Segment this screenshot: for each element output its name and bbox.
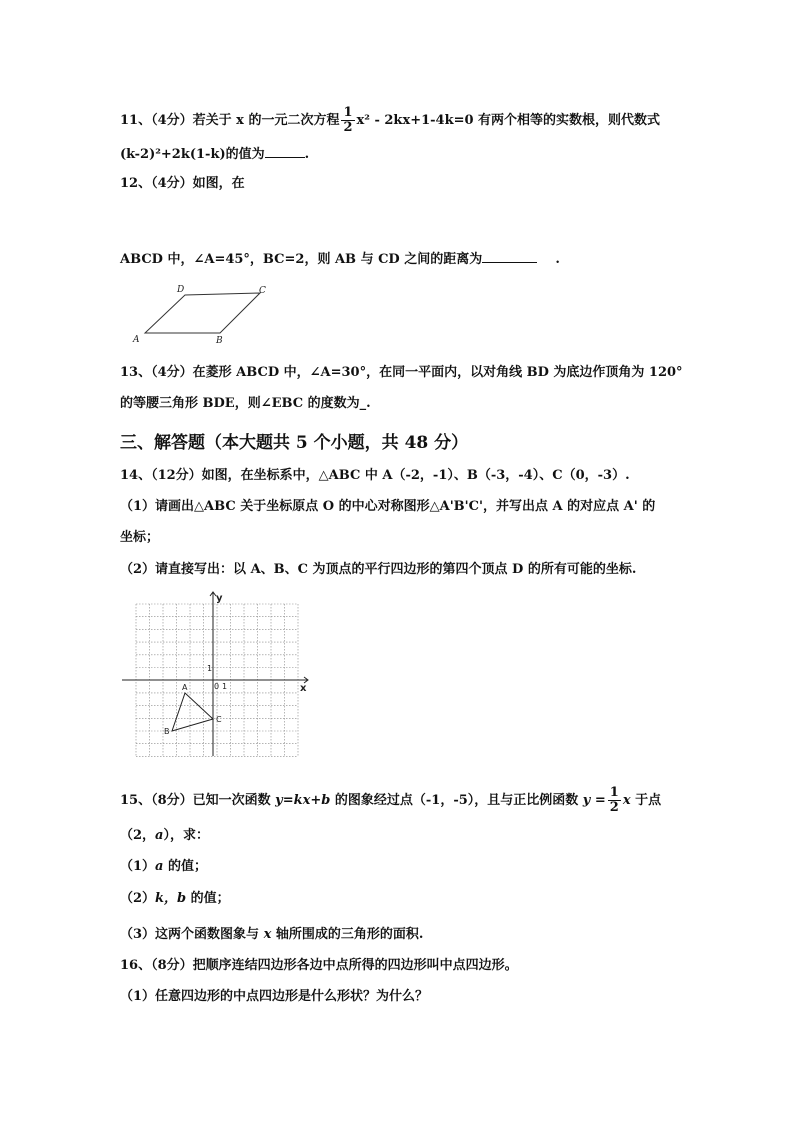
q15-sub1: （1）a 的值； [120, 859, 208, 874]
q11-fraction: $\frac{1}{2}$ [343, 105, 353, 135]
x-tick-label-1: 1 [222, 682, 228, 691]
triangle-abc [172, 693, 213, 731]
section-title: 三、解答题（本大题共 5 个小题，共 48 分） [120, 433, 469, 453]
q11-line2: (k-2)²+2k(1-k)的值为 . [120, 143, 309, 165]
q12-line2: ABCD 中，∠A=45°，BC=2，则 AB 与 CD 之间的距离为 . [120, 248, 560, 270]
q16-line2: （1）任意四边形的中点四边形是什么形状？为什么？ [120, 989, 429, 1004]
q12-line1: 12、（4分）如图，在 [120, 176, 245, 191]
answer-blank [265, 143, 305, 158]
q16-line1: 16、（8分）把顺序连结四边形各边中点所得的四边形叫中点四边形。 [120, 958, 518, 973]
q14-line3: 坐标； [120, 530, 160, 545]
function-expression: y=kx+b [275, 793, 331, 808]
q15-sub2: （2）k，b 的值； [120, 891, 230, 906]
q11-line1 [120, 106, 660, 135]
q11-text-post: x² - 2kx+1-4k=0 有两个相等的实数根，则代数式 [356, 113, 661, 128]
origin-label: 0 [214, 682, 220, 691]
point-label-a: A [182, 683, 188, 692]
y-tick-label-1: 1 [207, 664, 213, 673]
x-axis-label: x [300, 683, 307, 694]
answer-blank [482, 248, 537, 263]
q11-text-pre: 11、（4分）若关于 x 的一元二次方程 [120, 113, 340, 128]
q15-line2: （2，a），求： [120, 828, 209, 843]
q15-line1: 15、（8分）已知一次函数 y=kx+b 的图象经过点（-1，-5），且与正比例函数 y = $\frac{1}{2}$ x 于点 [120, 785, 662, 815]
parallelogram-figure [125, 280, 285, 348]
coordinate-grid-figure [118, 590, 318, 760]
q13-line1: 13、（4分）在菱形 ABCD 中，∠A=30°，在同一平面内，以对角线 BD 为底边作顶角为 120° [120, 365, 683, 380]
q14-line4: （2）请直接写出：以 A、B、C 为顶点的平行四边形的第四个顶点 D 的所有可能的坐标. [120, 562, 637, 577]
vertex-label-b: B [216, 336, 223, 346]
q15-sub3: （3）这两个函数图象与 x 轴所围成的三角形的面积. [120, 927, 424, 942]
q15-fraction: $\frac{1}{2}$ [609, 785, 619, 815]
parallelogram-shape [145, 293, 260, 333]
point-label-b: B [164, 727, 170, 736]
q13-line2: 的等腰三角形 BDE，则∠EBC 的度数为_. [120, 396, 371, 411]
q14-line2: （1）请画出△ABC 关于坐标原点 O 的中心对称图形△A'B'C'，并写出点 A 的对应点 A' 的 [120, 499, 656, 514]
vertex-label-a: A [133, 335, 140, 345]
vertex-label-c: C [259, 286, 266, 296]
y-axis-label: y [216, 593, 223, 604]
vertex-label-d: D [177, 285, 185, 295]
q14-line1: 14、（12分）如图，在坐标系中，△ABC 中 A（-2，-1）、B（-3，-4）、C（0，-3）. [120, 468, 630, 483]
point-label-c: C [216, 715, 222, 724]
